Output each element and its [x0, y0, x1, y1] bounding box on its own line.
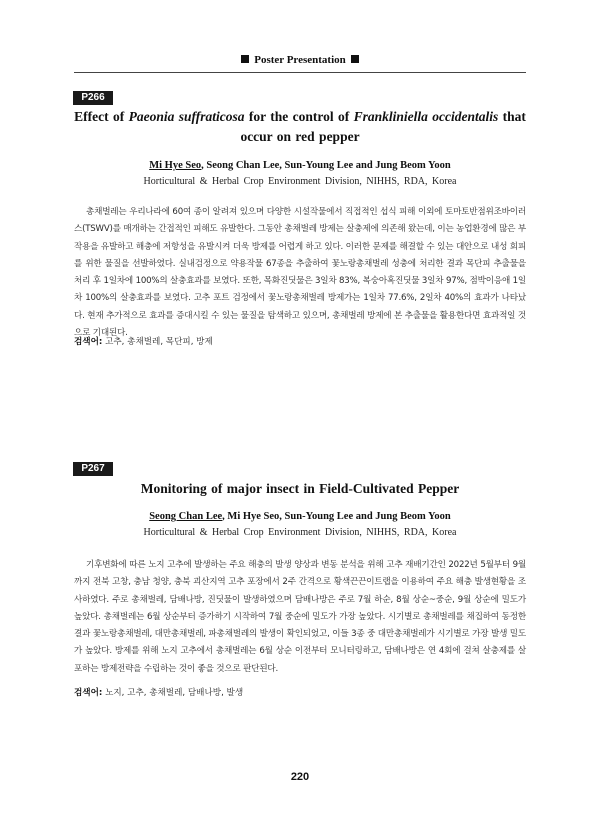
- abstract-title: [74, 107, 526, 147]
- author-list: [74, 510, 526, 524]
- page-number: 220: [290, 771, 310, 783]
- abstract-title: Monitoring of major insect in Field-Cultivated Pepper: [140, 481, 460, 496]
- keywords: [74, 686, 526, 700]
- square-icon: [241, 55, 249, 63]
- presenting-author: Seong Chan Lee: [149, 511, 223, 522]
- title-text: for the control of: [244, 109, 354, 124]
- section-header: [0, 54, 600, 66]
- abstract-id-badge: P266: [73, 91, 113, 105]
- abstract-id-badge: P267: [73, 462, 113, 476]
- affiliation: Horticultural & Herbal Crop Environment Division, NIHHS, RDA, Korea: [143, 527, 457, 538]
- abstract-body: 총채벌레는 우리나라에 60여 종이 알려져 있으며 다양한 시설작물에서 직접적인 섭식 피해 이외에 토마토반점위조바이러스(TSWV)를 매개하는 간접적인 피해도 유발한다. 그동안 총채벌레 방제는 살충제에 의존해 왔는데, 이는 농업환경에 많은 부작용을 유발하고 해충에 저항성을 유발시켜 더욱 방제를 어렵게 하고 있다. 이러한 문제를 해결할 수 있는 대안으로 내성 회피를 위한 물질을 선발하였다. 실내검정으로 약용작물 67종을 추출하여 꽃노랑총채벌레 성충에 처리한 결과 목단피 추출물을 처리 후 1일차에 100%의 살충효과를 보였다. 또한, 목화진딧물은 3일차 83%, 복숭아혹진딧물 3일차 97%, 점박이응애 1일차 100%의 살충효과를 보였다. 고추 포트 검정에서 꽃노랑총채벌레 방제가는 1일차 77.6%, 2일차 40%의 효과가 나타났다. 현재 추가적으로 효과를 증대시킬 수 있는 물질을 탐색하고 있으며, 총채벌레 방제에 본 추출물을 활용한다면 효과적일 것으로 기대된다.: [74, 207, 526, 339]
- keywords: [74, 335, 526, 349]
- title-species: Frankliniella occidentalis: [353, 109, 499, 124]
- co-authors: , Mi Hye Seo, Sun-Young Lee and Jung Beom Yoon: [222, 511, 451, 522]
- keywords-label: 검색어:: [74, 337, 103, 347]
- abstract-body: 기후변화에 따른 노지 고추에 발생하는 주요 해충의 발생 양상과 변동 분석을 위해 고추 재배기간인 2022년 5월부터 9월까지 전북 고창, 충남 청양, 충북 괴산지역 고추 포장에서 2주 간격으로 황색끈끈이트랩을 이용하여 주요 해충 발생현황을 조사하였다. 주로 총채벌레, 담배나방, 진딧물이 발생하였으며 담배나방은 주로 7월 하순, 8월 상순~중순, 9월 상순에 밀도가 높았다. 총채벌레는 6월 상순부터 증가하기 시작하여 7월 중순에 밀도가 가장 높았다. 시기별로 총채벌레를 채집하여 동정한 결과 꽃노랑총채벌레, 대만총채벌레, 파총채벌레의 발생이 확인되었고, 이들 3종 중 대만총채벌레가 시기별로 가장 발생 밀도가 높았다. 방제를 위해 노지 고추에서 총채벌레는 6월 상순 이전부터 모니터링하고, 담배나방은 연 4회에 걸쳐 살충제를 살포하는 방제전략을 수립하는 것이 좋을 것으로 판단된다.: [74, 560, 526, 674]
- presenting-author: Mi Hye Seo: [149, 160, 202, 171]
- square-icon: [351, 55, 359, 63]
- title-text: Effect of: [74, 109, 129, 124]
- section-header-label: Poster Presentation: [254, 54, 346, 66]
- keywords-list: 노지, 고추, 총채벌레, 담배나방, 발생: [102, 688, 244, 698]
- keywords-list: 고추, 총채벌레, 목단피, 방제: [102, 337, 213, 347]
- title-species: Paeonia suffraticosa: [128, 109, 245, 124]
- affiliation: Horticultural & Herbal Crop Environment Division, NIHHS, RDA, Korea: [143, 176, 457, 187]
- title-text: that occur on red pepper: [240, 109, 526, 144]
- keywords-label: 검색어:: [74, 688, 103, 698]
- author-list: [74, 159, 526, 173]
- co-authors: , Seong Chan Lee, Sun-Young Lee and Jung Beom Yoon: [201, 160, 451, 171]
- header-rule: [74, 72, 526, 73]
